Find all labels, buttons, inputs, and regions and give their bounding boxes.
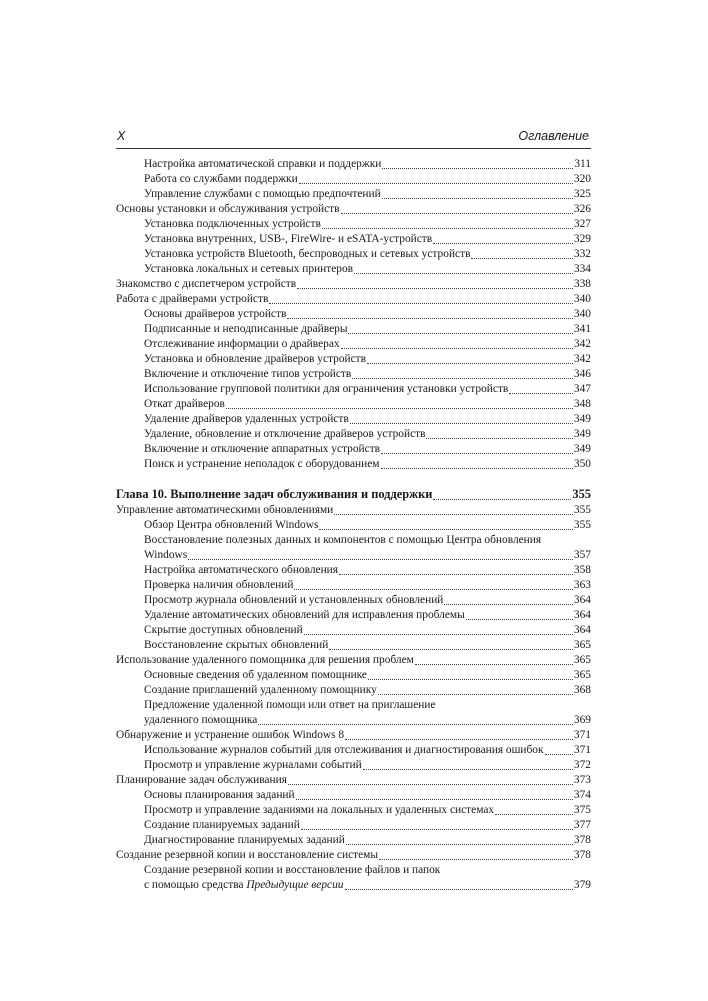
toc-entry-page-number: 378 [573,849,591,861]
dot-leader [341,348,573,349]
toc-entry-page-number: 363 [573,579,591,591]
dot-leader [339,574,573,575]
dot-leader [329,649,573,650]
toc-entry-page-number: 340 [573,308,591,320]
dot-leader [444,604,573,605]
dot-leader [301,829,573,830]
toc-entry[interactable] [116,292,591,307]
toc-entry-title: Включение и отключение типов устройств [144,368,352,380]
toc-entry-page-number: 365 [573,654,591,666]
toc-entry[interactable] [116,232,591,247]
dot-leader [345,739,573,740]
toc-entry-title: Включение и отключение аппаратных устройств [144,443,381,455]
toc-entry-page-number: 357 [573,549,591,561]
toc-entry[interactable] [116,593,591,608]
toc-entry[interactable] [116,262,591,277]
toc-entry-page-number: 338 [573,278,591,290]
toc-entry-page-number: 349 [573,413,591,425]
toc-entry-title: Windows [144,549,188,561]
toc-entry-page-number: 364 [573,594,591,606]
dot-leader [381,468,573,469]
toc-entry-page-number: 342 [573,338,591,350]
toc-entry-title: Использование удаленного помощника для решения проблем [116,654,414,666]
toc-entry[interactable] [116,668,591,683]
dot-leader [352,378,573,379]
dot-leader [269,303,573,304]
toc-entry[interactable] [116,202,591,217]
toc-entry-page-number: 375 [573,804,591,816]
toc-entry[interactable] [116,322,591,337]
toc-entry-title: Просмотр и управление заданиями на локальных и удаленных системах [144,804,495,816]
toc-entry-page-number: 377 [573,819,591,831]
toc-entry[interactable] [116,878,591,893]
toc-entry-page-number: 311 [574,158,591,170]
dot-leader [363,769,573,770]
toc-entry[interactable] [116,653,591,668]
toc-entry-title: Восстановление скрытых обновлений [144,639,329,651]
toc-entry-title: Удаление драйверов удаленных устройств [144,413,349,425]
toc-entry-page-number: 342 [573,353,591,365]
dot-leader [433,499,571,500]
toc-entry-title: Работа со службами поддержки [144,173,298,185]
toc-entry-title: удаленного помощника [144,714,258,726]
dot-leader [382,198,573,199]
toc-entry[interactable] [116,412,591,427]
toc-entry-page-number: 346 [573,368,591,380]
toc-entry-title: Подписанные и неподписанные драйверы [144,323,348,335]
toc-entry-title: Обнаружение и устранение ошибок Windows 8 [116,729,345,741]
toc-entry-title: Просмотр и управление журналами событий [144,759,362,771]
dot-leader [367,363,573,364]
toc-entry[interactable] [116,247,591,262]
toc-entry[interactable] [116,217,591,232]
toc-entry-title: Создание резервной копии и восстановление системы [116,849,379,861]
toc-entry-page-number: 325 [573,188,591,200]
toc-entry-page-number: 326 [573,203,591,215]
toc-entry-title-italic: Предыдущие версии [246,879,344,891]
dot-leader [368,679,573,680]
dot-leader [345,889,573,890]
toc-entry-title: Использование журналов событий для отслеживания и диагностирования ошибок [144,744,544,756]
toc-entry[interactable] [116,788,591,803]
toc-entry[interactable] [116,758,591,773]
toc-entry-first-line: Создание резервной копии и восстановление файлов и папок [144,864,441,876]
toc-entry-title: Основы драйверов устройств [144,308,287,320]
toc-entry-page-number: 369 [573,714,591,726]
toc-entry[interactable] [116,337,591,352]
dot-leader [354,273,573,274]
toc-entry-page-number: 379 [573,879,591,891]
running-header-left: X [117,129,126,143]
toc-entry-page-number: 378 [573,834,591,846]
toc-entry-title: с помощью средства Предыдущие версии [144,879,344,891]
toc-entry-title: Основы планирования заданий [144,789,295,801]
dot-leader [545,754,573,755]
toc-entry-title: Проверка наличия обновлений [144,579,294,591]
dot-leader [334,514,573,515]
toc-entry-page-number: 320 [573,173,591,185]
dot-leader [322,228,573,229]
toc-entry-title: Удаление автоматических обновлений для исправления проблемы [144,609,465,621]
toc-entry-page-number: 355 [573,504,591,516]
dot-leader [296,799,573,800]
toc-entry-page-number: 349 [573,443,591,455]
toc-entry-title: Обзор Центра обновлений Windows [144,519,319,531]
toc-entry[interactable] [116,397,591,412]
toc-entry[interactable] [116,157,591,172]
toc-entry-page-number: 329 [573,233,591,245]
toc-entry[interactable] [116,728,591,743]
toc-entry-page-number: 358 [573,564,591,576]
toc-entry[interactable] [116,503,591,518]
toc-entry-title: Знакомство с диспетчером устройств [116,278,297,290]
toc-entry-title: Создание приглашений удаленному помощнику [144,684,377,696]
toc-entry[interactable] [116,427,591,442]
toc-entry[interactable] [116,457,591,472]
toc-entry-title: Основные сведения об удаленном помощнике [144,669,367,681]
toc-entry[interactable] [116,307,591,322]
toc-entry-page-number: 350 [573,458,591,470]
toc-entry[interactable] [116,803,591,818]
toc-entry[interactable] [116,548,591,563]
toc-entry-page-number: 349 [573,428,591,440]
table-of-contents [116,157,591,893]
header-rule [116,148,591,149]
dot-leader [509,393,573,394]
toc-entry[interactable] [116,638,591,653]
toc-entry-title: Установка внутренних, USB-, FireWire- и eSATA-устройств [144,233,433,245]
toc-entry[interactable] [116,848,591,863]
toc-entry-page-number: 347 [573,383,591,395]
dot-leader [348,333,572,334]
toc-entry-title: Скрытие доступных обновлений [144,624,303,636]
toc-entry-title: Управление автоматическими обновлениями [116,504,334,516]
running-header-right: Оглавление [518,129,589,143]
dot-leader [304,634,573,635]
dot-leader [379,859,573,860]
dot-leader [495,814,573,815]
toc-entry[interactable] [116,578,591,593]
dot-leader [188,559,573,560]
toc-entry[interactable] [116,743,591,758]
dot-leader [381,453,573,454]
toc-entry[interactable] [116,277,591,292]
toc-entry-first-line: Предложение удаленной помощи или ответ на приглашение [144,699,436,711]
toc-entry-page-number: 372 [573,759,591,771]
dot-leader [426,438,572,439]
toc-entry-title: Основы установки и обслуживания устройств [116,203,340,215]
toc-entry[interactable] [116,352,591,367]
dot-leader [346,844,573,845]
dot-leader [350,423,573,424]
toc-entry-title: Управление службами с помощью предпочтений [144,188,381,200]
toc-entry-page-number: 371 [573,729,591,741]
toc-entry[interactable] [116,623,591,638]
toc-entry[interactable] [116,172,591,187]
dot-leader [288,784,573,785]
toc-entry-page-number: 355 [573,519,591,531]
toc-entry-page-number: 364 [573,624,591,636]
toc-entry-title: Установка устройств Bluetooth, беспроводных и сетевых устройств [144,248,471,260]
toc-entry-title: Установка и обновление драйверов устройств [144,353,367,365]
toc-entry-page-number: 341 [573,323,591,335]
toc-entry-title: Отслеживание информации о драйверах [144,338,340,350]
toc-entry-title: Создание планируемых заданий [144,819,300,831]
dot-leader [319,529,573,530]
dot-leader [258,724,573,725]
toc-entry[interactable] [116,773,591,788]
dot-leader [294,589,572,590]
toc-entry[interactable] [116,382,591,397]
dot-leader [415,664,573,665]
toc-entry-title: Использование групповой политики для ограничения установки устройств [144,383,509,395]
dot-leader [299,183,573,184]
toc-entry-title: Настройка автоматической справки и поддержки [144,158,382,170]
toc-entry-title: Удаление, обновление и отключение драйверов устройств [144,428,426,440]
toc-entry-page-number: 348 [573,398,591,410]
toc-entry-page-number: 340 [573,293,591,305]
toc-entry-page-number: 334 [573,263,591,275]
toc-chapter-heading[interactable] [116,486,591,503]
running-header [116,129,591,147]
toc-entry-title: Откат драйверов [144,398,225,410]
toc-entry-first-line: Восстановление полезных данных и компонентов с помощью Центра обновления [144,534,542,546]
dot-leader [226,408,573,409]
toc-entry-page-number: 371 [573,744,591,756]
toc-entry[interactable] [116,518,591,533]
toc-entry[interactable] [116,713,591,728]
dot-leader [433,243,573,244]
toc-entry-page-number: 365 [573,669,591,681]
toc-entry-page-number: 365 [573,639,591,651]
toc-entry-title: Планирование задач обслуживания [116,774,287,786]
toc-entry-title: Установка подключенных устройств [144,218,321,230]
toc-entry-title: Поиск и устранение неполадок с оборудованием [144,458,380,470]
toc-entry[interactable] [116,683,591,698]
toc-entry-title: Диагностирование планируемых заданий [144,834,345,846]
toc-entry-title: Просмотр журнала обновлений и установленных обновлений [144,594,444,606]
toc-entry-page-number: 374 [573,789,591,801]
toc-entry[interactable] [116,818,591,833]
toc-entry-page-number: 364 [573,609,591,621]
dot-leader [466,619,573,620]
toc-entry-title: Настройка автоматического обновления [144,564,339,576]
toc-entry-title: Установка локальных и сетевых принтеров [144,263,354,275]
dot-leader [297,288,573,289]
toc-entry[interactable] [116,563,591,578]
dot-leader [287,318,573,319]
dot-leader [471,258,572,259]
dot-leader [382,168,573,169]
toc-entry[interactable] [116,187,591,202]
chapter-title: Глава 10. Выполнение задач обслуживания и поддержки [116,487,433,501]
toc-entry[interactable] [116,442,591,457]
toc-entry[interactable] [116,608,591,623]
toc-entry[interactable] [116,833,591,848]
toc-entry-page-number: 332 [573,248,591,260]
toc-entry-page-number: 368 [573,684,591,696]
dot-leader [341,213,573,214]
toc-entry-page-number: 373 [573,774,591,786]
toc-entry[interactable] [116,367,591,382]
toc-entry-page-number: 327 [573,218,591,230]
dot-leader [378,694,573,695]
toc-entry-title: Работа с драйверами устройств [116,293,269,305]
chapter-page-number: 355 [572,487,591,501]
